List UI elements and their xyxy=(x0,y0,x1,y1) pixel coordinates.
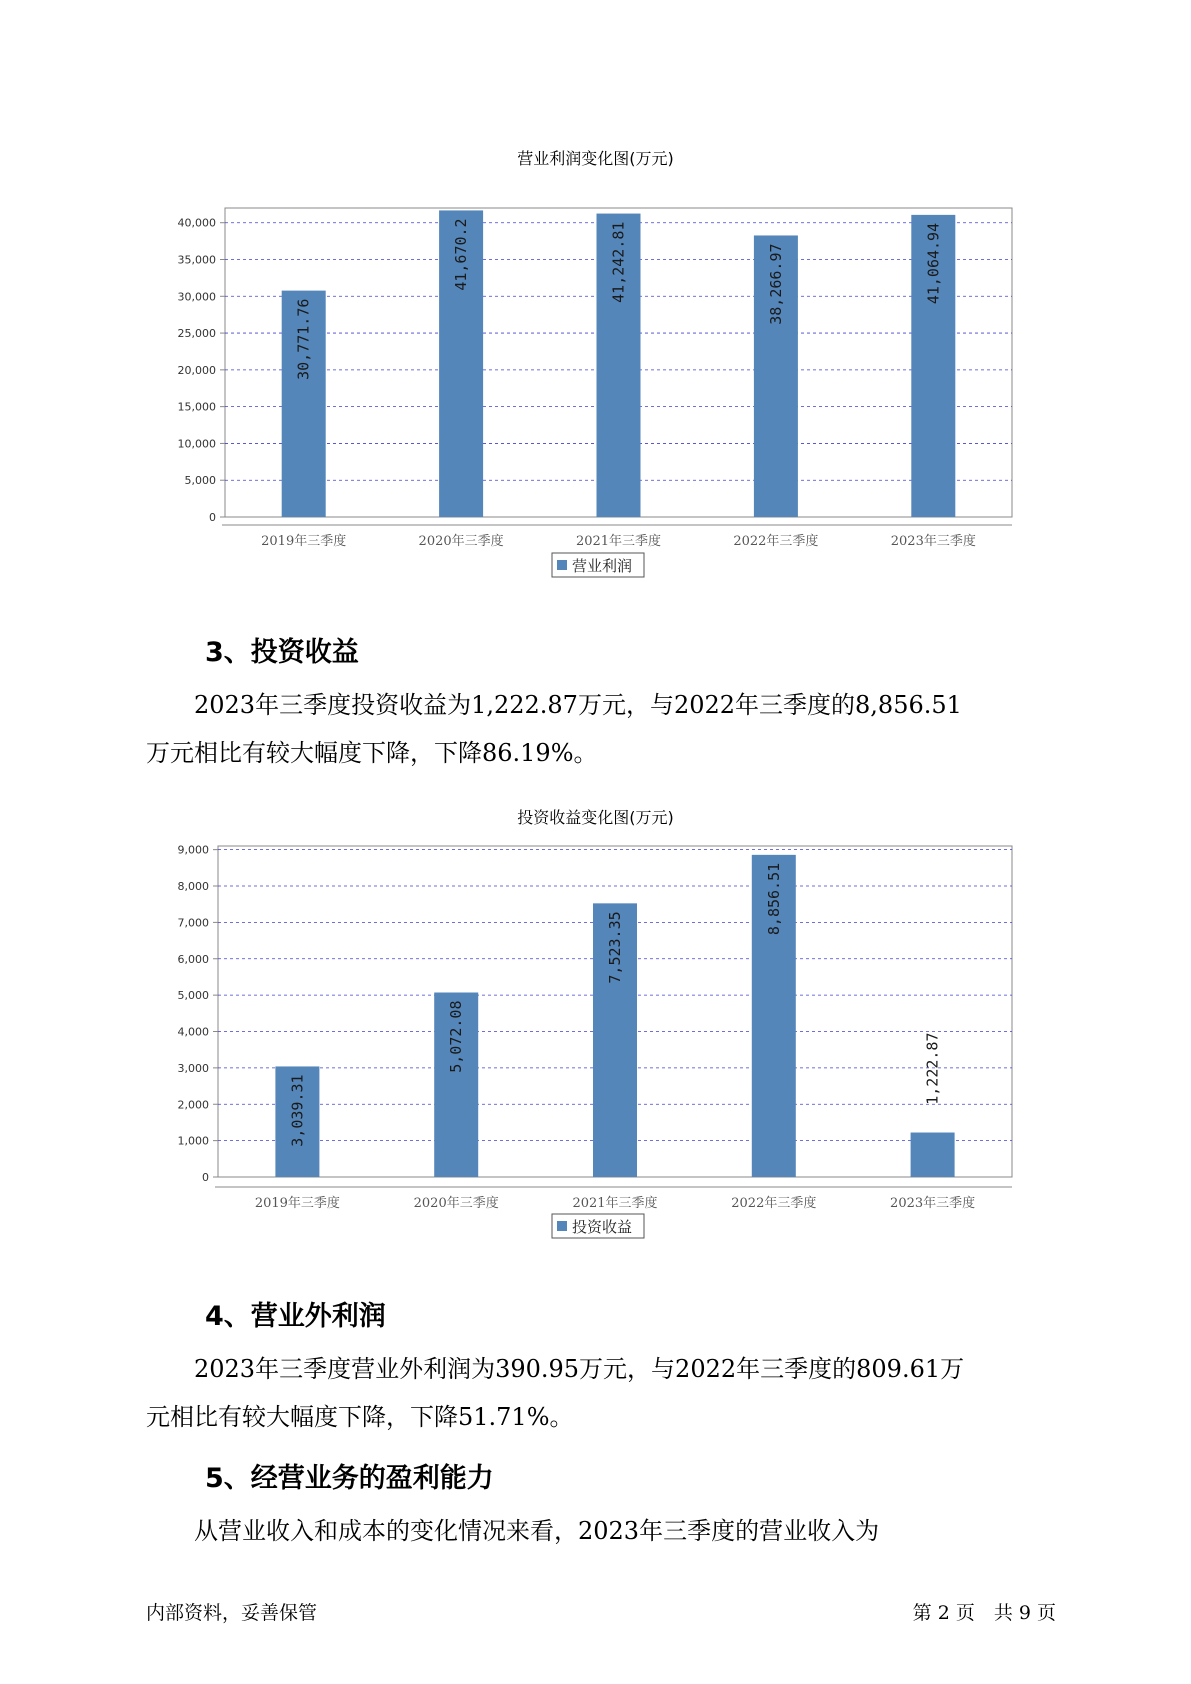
legend-label: 投资收益 xyxy=(572,1218,633,1236)
section-heading-investment-income: 3、投资收益 xyxy=(205,637,359,668)
x-tick-label: 2022年三季度 xyxy=(733,534,819,549)
footer-page-number: 第 2 页 共 9 页 xyxy=(912,1602,1056,1624)
section-heading-profitability: 5、经营业务的盈利能力 xyxy=(205,1463,494,1494)
y-tick-label: 0 xyxy=(209,511,216,524)
y-tick-label: 0 xyxy=(202,1171,209,1184)
bar-value-label: 38,266.97 xyxy=(766,243,785,325)
bar-value-label: 41,670.2 xyxy=(452,218,471,291)
bar-value-label: 1,222.87 xyxy=(923,1032,942,1105)
bar-value-label: 3,039.31 xyxy=(288,1074,307,1147)
bar-value-label: 8,856.51 xyxy=(764,862,783,936)
y-tick-label: 10,000 xyxy=(177,437,216,451)
operating-profit-chart xyxy=(0,180,1191,600)
x-tick-label: 2021年三季度 xyxy=(572,1196,658,1211)
x-tick-label: 2023年三季度 xyxy=(890,534,976,549)
paragraph-line: 2023年三季度营业外利润为390.95万元，与2022年三季度的809.61万 xyxy=(146,1355,965,1383)
bar-value-label: 41,064.94 xyxy=(924,222,943,305)
x-tick-label: 2022年三季度 xyxy=(731,1196,817,1211)
legend-label: 营业利润 xyxy=(572,557,633,575)
paragraph-non-operating-profit xyxy=(146,1345,1046,1441)
chart-title: 营业利润变化图(万元) xyxy=(517,149,674,168)
y-tick-label: 2,000 xyxy=(177,1098,209,1112)
y-tick-label: 3,000 xyxy=(177,1061,209,1075)
x-tick-label: 2019年三季度 xyxy=(254,1196,340,1211)
y-tick-label: 6,000 xyxy=(177,952,209,966)
y-tick-label: 9,000 xyxy=(177,843,209,857)
bar-value-label: 30,771.76 xyxy=(294,298,313,380)
y-tick-label: 20,000 xyxy=(177,363,216,377)
y-tick-label: 8,000 xyxy=(177,880,209,894)
legend-swatch xyxy=(557,1221,567,1231)
bar xyxy=(911,1133,955,1177)
chart-title: 投资收益变化图(万元) xyxy=(517,808,674,827)
x-tick-label: 2020年三季度 xyxy=(413,1196,499,1211)
section-heading-non-operating-profit: 4、营业外利润 xyxy=(205,1301,386,1332)
y-tick-label: 35,000 xyxy=(177,253,216,267)
x-tick-label: 2019年三季度 xyxy=(261,534,347,549)
y-tick-label: 15,000 xyxy=(177,400,216,414)
x-tick-label: 2020年三季度 xyxy=(418,534,504,549)
y-tick-label: 5,000 xyxy=(184,474,216,488)
legend-swatch xyxy=(557,560,567,570)
paragraph-line: 从营业收入和成本的变化情况来看，2023年三季度的营业收入为 xyxy=(146,1517,880,1545)
footer-confidential-note: 内部资料，妥善保管 xyxy=(146,1602,318,1624)
paragraph-profitability xyxy=(146,1507,1046,1555)
y-tick-label: 4,000 xyxy=(177,1025,209,1039)
paragraph-investment-income xyxy=(146,681,1046,777)
paragraph-line: 2023年三季度投资收益为1,222.87万元，与2022年三季度的8,856.51 xyxy=(146,691,962,719)
y-tick-label: 7,000 xyxy=(177,916,209,930)
x-tick-label: 2023年三季度 xyxy=(890,1196,976,1211)
y-tick-label: 5,000 xyxy=(177,989,209,1003)
investment-income-chart xyxy=(0,840,1191,1260)
y-tick-label: 40,000 xyxy=(177,216,216,230)
bar-value-label: 41,242.81 xyxy=(609,221,628,303)
bar-value-label: 7,523.35 xyxy=(606,911,624,984)
y-tick-label: 30,000 xyxy=(177,290,216,304)
paragraph-line: 元相比有较大幅度下降，下降51.71%。 xyxy=(146,1403,574,1431)
y-tick-label: 25,000 xyxy=(177,327,216,341)
paragraph-line: 万元相比有较大幅度下降，下降86.19%。 xyxy=(146,739,598,767)
x-tick-label: 2021年三季度 xyxy=(575,534,662,549)
y-tick-label: 1,000 xyxy=(177,1134,209,1148)
bar-value-label: 5,072.08 xyxy=(447,1000,466,1073)
